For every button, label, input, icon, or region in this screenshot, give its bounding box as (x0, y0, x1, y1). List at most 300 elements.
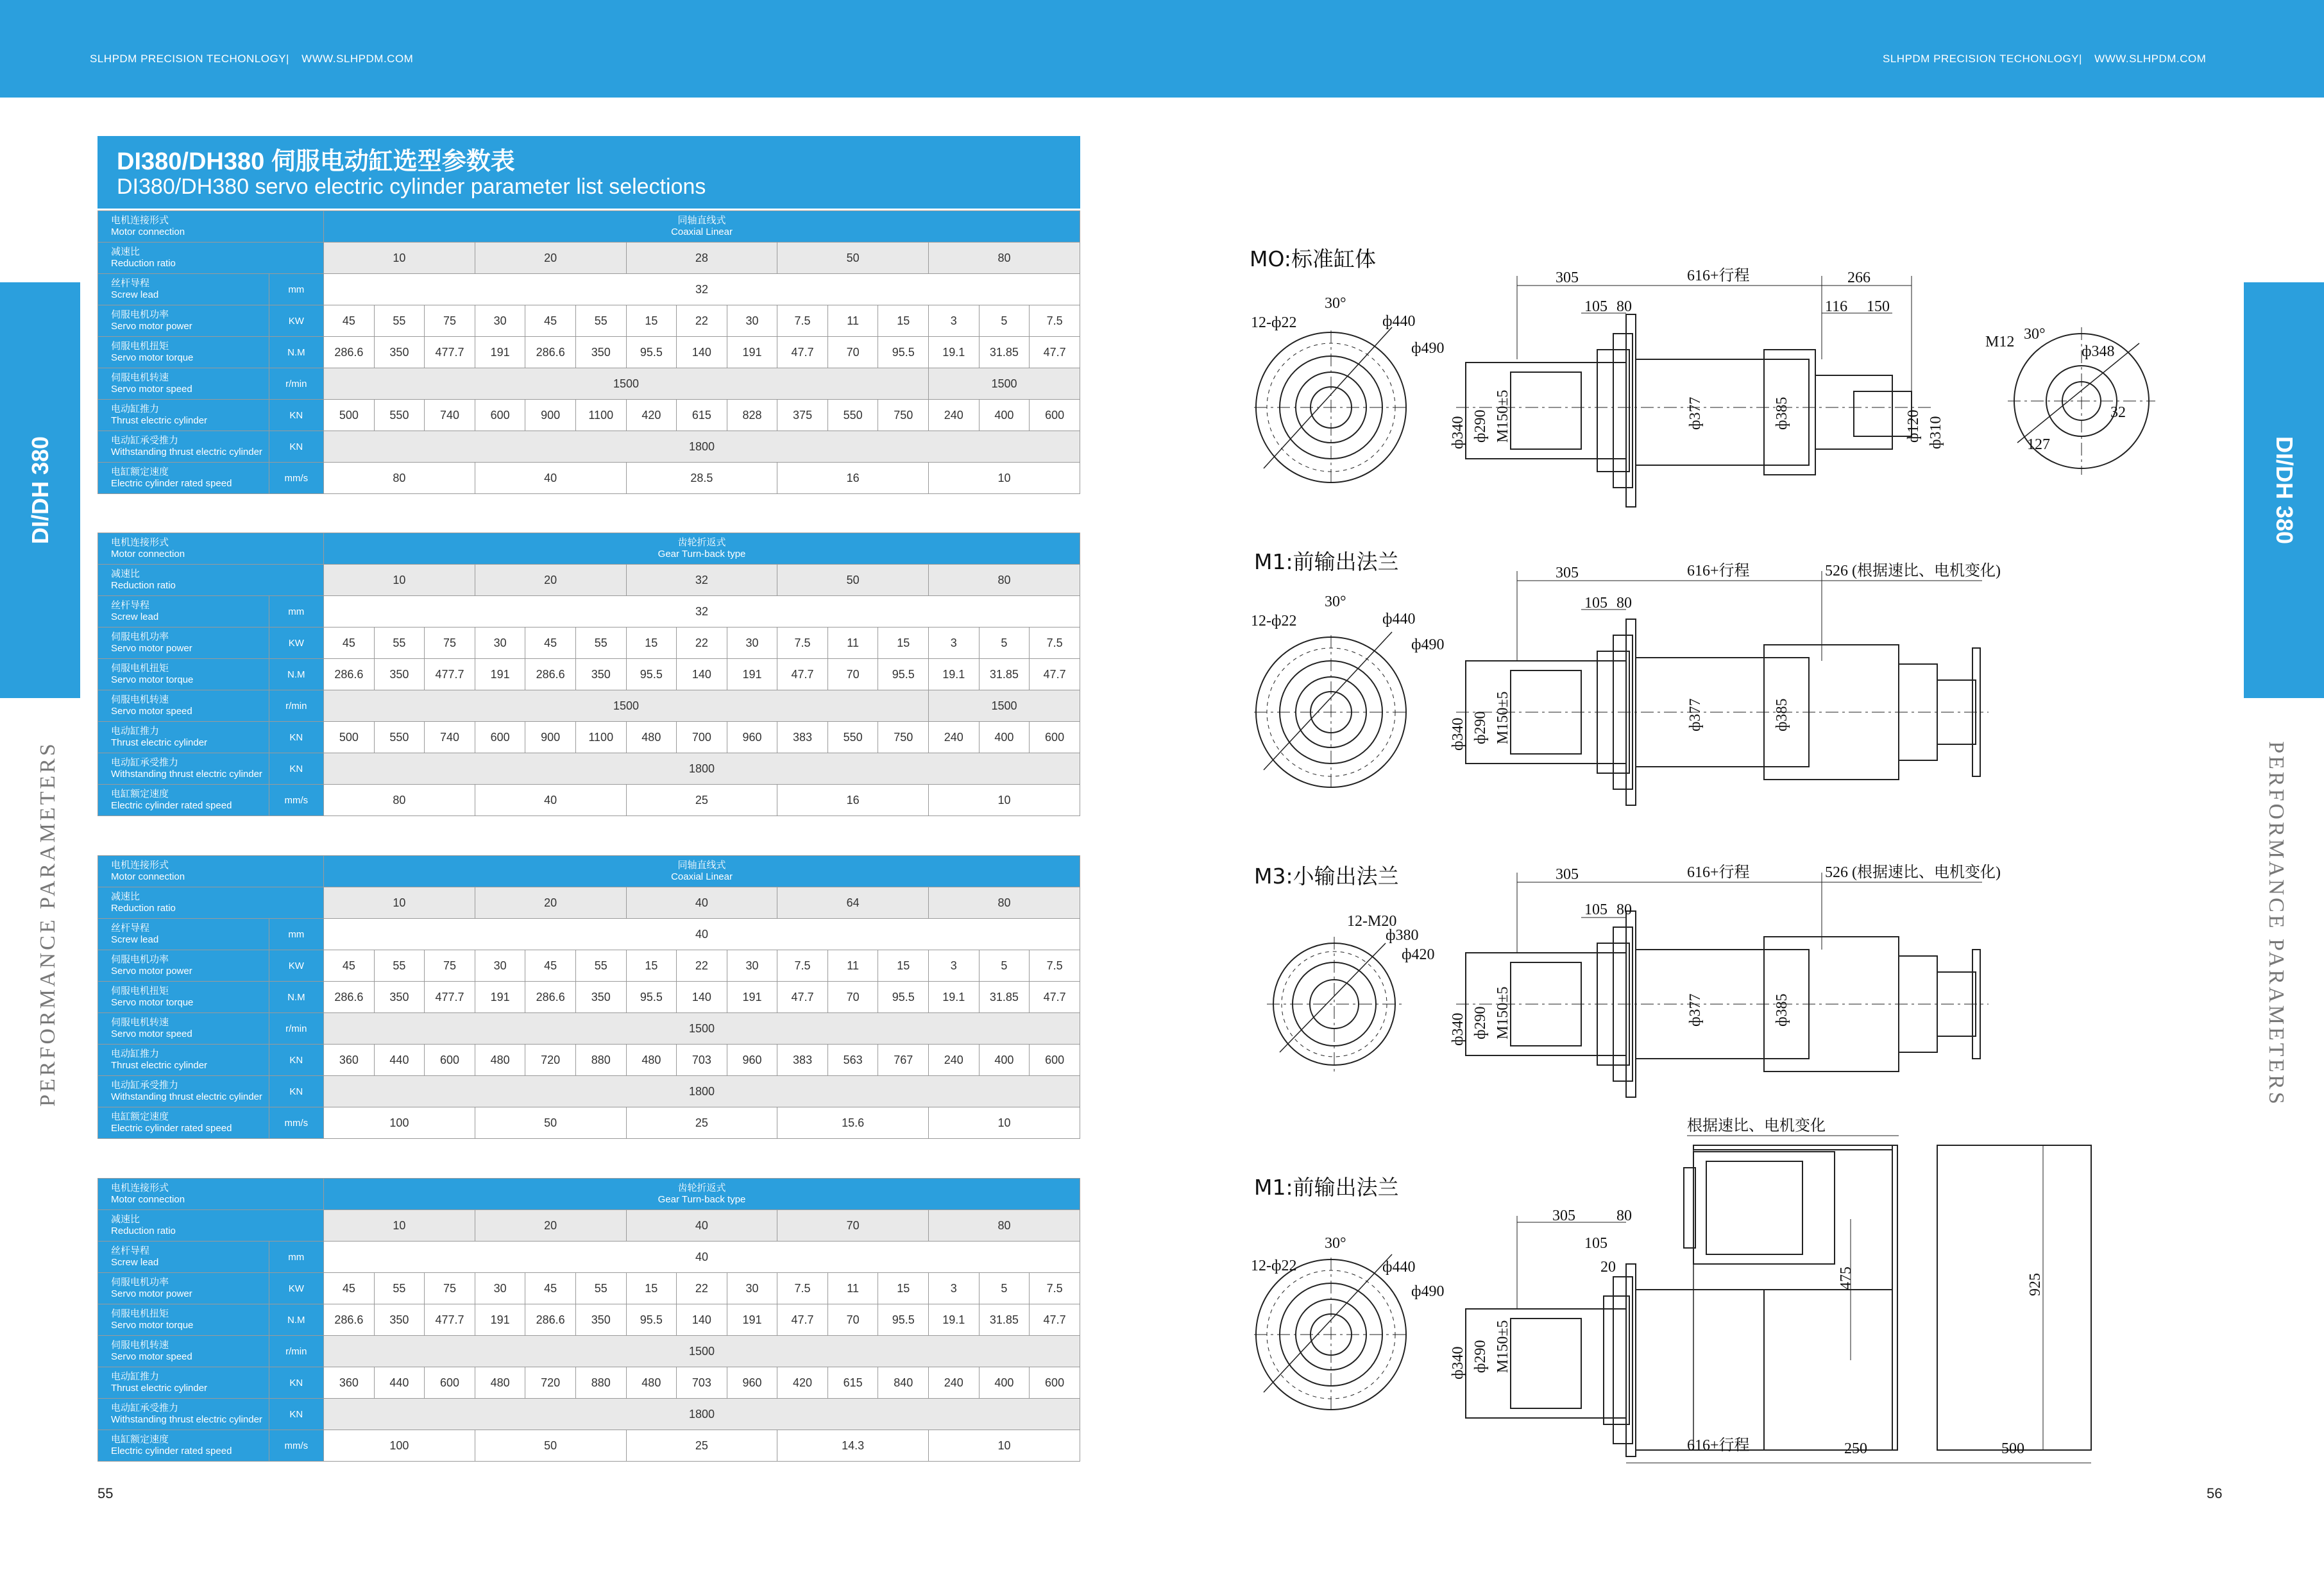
torque-value: 477.7 (425, 337, 475, 368)
reduction-value: 40 (626, 1210, 777, 1242)
unit-power: KW (269, 305, 324, 337)
dim-m1-angle: 30° (1325, 593, 1346, 610)
torque-value: 286.6 (525, 659, 576, 690)
dim-mo-150: 150 (1867, 298, 1890, 315)
reduction-value: 50 (777, 565, 929, 596)
thrust-value: 550 (827, 400, 878, 431)
thrust-value: 383 (777, 722, 828, 753)
unit-screw: mm (269, 919, 324, 950)
motor-box (1937, 1145, 2091, 1450)
rated-speed-value: 16 (777, 785, 929, 816)
torque-value: 191 (727, 1304, 777, 1336)
withstand-value: 1800 (324, 1076, 1080, 1107)
reduction-value: 20 (475, 1210, 626, 1242)
drawing-label-mo: MO:标准缸体 (1250, 246, 1376, 271)
power-value: 15 (878, 1273, 929, 1304)
row-label-en: Servo motor power (111, 643, 192, 654)
row-label-cn: 伺服电机转速 (111, 372, 169, 383)
speed-value: 1500 (324, 690, 929, 722)
row-label-en: Reduction ratio (111, 1225, 176, 1236)
dim-m1g-m150: M150±5 (1495, 1320, 1511, 1373)
torque-value: 140 (677, 659, 727, 690)
power-value: 5 (979, 305, 1030, 337)
power-value: 22 (677, 305, 727, 337)
row-label-en: Servo motor speed (111, 1029, 192, 1039)
power-value: 75 (425, 628, 475, 659)
thrust-value: 960 (727, 1367, 777, 1399)
dim-m3-290: ф290 (1472, 1006, 1489, 1039)
torque-value: 19.1 (929, 337, 980, 368)
row-label-cn: 伺服电机转速 (111, 694, 169, 705)
dim-mo-stroke: 616+行程 (1687, 268, 1750, 284)
thrust-value: 400 (979, 400, 1030, 431)
row-label-en: Servo motor speed (111, 384, 192, 395)
torque-value: 140 (677, 1304, 727, 1336)
power-value: 7.5 (777, 1273, 828, 1304)
torque-value: 19.1 (929, 982, 980, 1013)
unit-rated_speed: mm/s (269, 463, 324, 494)
drawing-label-m1: M1:前输出法兰 (1254, 549, 1399, 574)
rated-speed-value: 100 (324, 1107, 475, 1139)
header-url-left[interactable]: WWW.SLHPDM.COM (301, 53, 414, 65)
thrust-value: 600 (1030, 1367, 1080, 1399)
unit-screw: mm (269, 1242, 324, 1273)
torque-value: 70 (827, 659, 878, 690)
power-value: 22 (677, 950, 727, 982)
torque-value: 70 (827, 337, 878, 368)
unit-thrust: KN (269, 1045, 324, 1076)
torque-value: 477.7 (425, 982, 475, 1013)
dim-m3-holes: 12-M20 (1347, 913, 1397, 930)
thrust-value: 600 (1030, 722, 1080, 753)
dim-m1g-290: ф290 (1472, 1340, 1489, 1373)
power-value: 30 (475, 950, 525, 982)
row-label-en: Servo motor speed (111, 706, 192, 717)
thrust-value: 750 (878, 722, 929, 753)
connection-type-en: Coaxial Linear (671, 226, 733, 237)
power-value: 45 (525, 628, 576, 659)
row-label-cn: 电缸额定速度 (111, 789, 169, 799)
unit-withstand: KN (269, 431, 324, 463)
power-value: 45 (525, 305, 576, 337)
dim-m3-stroke: 616+行程 (1687, 864, 1750, 881)
row-label-cn: 电动缸推力 (111, 1371, 160, 1382)
row-label-en: Withstanding thrust electric cylinder (111, 769, 262, 780)
thrust-value: 383 (777, 1045, 828, 1076)
reduction-value: 10 (324, 565, 475, 596)
dim-m1-stroke: 616+行程 (1687, 563, 1750, 579)
thrust-value: 840 (878, 1367, 929, 1399)
power-value: 30 (475, 628, 525, 659)
dim-mo-holes: 12-ф22 (1251, 314, 1297, 331)
row-label-cn: 减速比 (111, 891, 140, 902)
power-value: 3 (929, 305, 980, 337)
reduction-value: 20 (475, 243, 626, 274)
thrust-value: 900 (525, 400, 576, 431)
power-value: 45 (324, 628, 375, 659)
power-value: 55 (374, 305, 425, 337)
unit-rated_speed: mm/s (269, 785, 324, 816)
dim-m1g-holes: 12-ф22 (1251, 1258, 1297, 1274)
row-label-cn: 电机连接形式 (111, 537, 169, 548)
thrust-value: 740 (425, 400, 475, 431)
torque-value: 31.85 (979, 982, 1030, 1013)
thrust-value: 767 (878, 1045, 929, 1076)
power-value: 15 (626, 950, 677, 982)
dim-m1-440: ф440 (1382, 611, 1416, 628)
row-label-cn: 伺服电机扭矩 (111, 1308, 169, 1319)
unit-power: KW (269, 628, 324, 659)
unit-screw: mm (269, 596, 324, 628)
rated-speed-value: 15.6 (777, 1107, 929, 1139)
torque-value: 47.7 (1030, 659, 1080, 690)
row-label-en: Motor connection (111, 549, 185, 559)
dim-m1g-20: 20 (1600, 1259, 1616, 1276)
torque-value: 31.85 (979, 337, 1030, 368)
reduction-value: 10 (324, 1210, 475, 1242)
dim-mo-305: 305 (1556, 269, 1579, 286)
torque-value: 191 (475, 982, 525, 1013)
thrust-value: 420 (777, 1367, 828, 1399)
reduction-value: 80 (929, 565, 1080, 596)
power-value: 55 (575, 628, 626, 659)
screw-lead-value: 32 (324, 596, 1080, 628)
unit-torque: N.M (269, 337, 324, 368)
power-value: 7.5 (1030, 950, 1080, 982)
reduction-value: 80 (929, 1210, 1080, 1242)
row-label-cn: 电机连接形式 (111, 1182, 169, 1193)
reduction-value: 20 (475, 565, 626, 596)
torque-value: 47.7 (777, 659, 828, 690)
torque-value: 286.6 (525, 337, 576, 368)
thrust-value: 720 (525, 1367, 576, 1399)
power-value: 55 (575, 950, 626, 982)
unit-screw: mm (269, 274, 324, 305)
thrust-value: 828 (727, 400, 777, 431)
connection-type-cn: 同轴直线式 (677, 860, 726, 871)
rated-speed-value: 50 (475, 1430, 626, 1462)
power-value: 11 (827, 950, 878, 982)
reduction-value: 80 (929, 887, 1080, 919)
dim-m1-80: 80 (1616, 595, 1632, 611)
torque-value: 477.7 (425, 659, 475, 690)
page-title-cn: DI380/DH380 伺服电动缸选型参数表 (117, 148, 515, 175)
row-label-cn: 电动缸承受推力 (111, 1080, 179, 1091)
header-company-right: SLHPDM PRECISION TECHONLOGY| (1883, 53, 2082, 65)
reduction-value: 40 (626, 887, 777, 919)
unit-speed: r/min (269, 1013, 324, 1045)
rated-speed-value: 25 (626, 1107, 777, 1139)
row-label-en: Servo motor power (111, 966, 192, 977)
torque-value: 19.1 (929, 659, 980, 690)
power-value: 45 (525, 1273, 576, 1304)
row-label-en: Electric cylinder rated speed (111, 1123, 232, 1134)
thrust-value: 550 (374, 722, 425, 753)
row-label-en: Servo motor power (111, 321, 192, 332)
dim-mo-32: 32 (2110, 404, 2126, 421)
torque-value: 140 (677, 982, 727, 1013)
row-label-en: Screw lead (111, 1257, 159, 1268)
dim-mo-127: 127 (2027, 436, 2050, 453)
connection-type-cn: 齿轮折返式 (677, 1182, 726, 1193)
row-label-cn: 伺服电机转速 (111, 1017, 169, 1028)
dim-m1g-490: ф490 (1411, 1283, 1445, 1300)
thrust-value: 240 (929, 1045, 980, 1076)
dim-mo-120: ф120 (1905, 409, 1922, 443)
vertical-label-left: PERFORMANCE PARAMETERS (36, 741, 60, 1107)
side-tab-left-text: DI/DH 380 (26, 436, 53, 545)
dim-mo-440: ф440 (1382, 313, 1416, 330)
dim-m3-377: ф377 (1687, 993, 1704, 1027)
power-value: 3 (929, 950, 980, 982)
unit-speed: r/min (269, 368, 324, 400)
thrust-value: 880 (575, 1367, 626, 1399)
dim-m3-305: 305 (1556, 866, 1579, 883)
torque-value: 286.6 (324, 337, 375, 368)
dim-m1-holes: 12-ф22 (1251, 613, 1297, 629)
rated-speed-value: 40 (475, 785, 626, 816)
thrust-value: 480 (626, 1045, 677, 1076)
dim-m3-340: ф340 (1450, 1012, 1466, 1046)
unit-thrust: KN (269, 722, 324, 753)
thrust-value: 600 (475, 722, 525, 753)
unit-power: KW (269, 1273, 324, 1304)
dim-m1g-250: 250 (1844, 1440, 1867, 1457)
torque-value: 350 (575, 982, 626, 1013)
rated-speed-value: 25 (626, 1430, 777, 1462)
dim-m3-105: 105 (1584, 901, 1607, 918)
rated-speed-value: 10 (929, 1107, 1080, 1139)
power-value: 30 (727, 950, 777, 982)
row-label-cn: 伺服电机转速 (111, 1340, 169, 1351)
row-label-cn: 伺服电机功率 (111, 954, 169, 965)
power-value: 7.5 (777, 628, 828, 659)
torque-value: 95.5 (626, 982, 677, 1013)
row-label-en: Reduction ratio (111, 580, 176, 591)
row-label-en: Thrust electric cylinder (111, 1060, 208, 1071)
power-value: 75 (425, 305, 475, 337)
power-value: 55 (374, 628, 425, 659)
dim-mo-angle: 30° (1325, 295, 1346, 312)
torque-value: 47.7 (1030, 337, 1080, 368)
row-label-cn: 电机连接形式 (111, 860, 169, 871)
rated-speed-value: 50 (475, 1107, 626, 1139)
dim-mo-m12: M12 (1985, 334, 2015, 350)
torque-value: 286.6 (525, 1304, 576, 1336)
unit-rated_speed: mm/s (269, 1107, 324, 1139)
thrust-value: 550 (827, 722, 878, 753)
unit-torque: N.M (269, 982, 324, 1013)
torque-value: 286.6 (525, 982, 576, 1013)
thrust-value: 703 (677, 1045, 727, 1076)
power-value: 30 (727, 628, 777, 659)
row-label-cn: 电动缸承受推力 (111, 1403, 179, 1413)
power-value: 7.5 (1030, 1273, 1080, 1304)
thrust-value: 600 (425, 1367, 475, 1399)
dim-m1-526: 526 (根据速比、电机变化) (1825, 563, 2001, 579)
dim-mo-80: 80 (1616, 298, 1632, 315)
row-label-en: Screw lead (111, 611, 159, 622)
row-label-cn: 丝杆导程 (111, 923, 150, 934)
motor-rect (1466, 363, 1626, 459)
unit-thrust: KN (269, 1367, 324, 1399)
row-label-en: Screw lead (111, 934, 159, 945)
row-label-en: Reduction ratio (111, 903, 176, 914)
unit-torque: N.M (269, 1304, 324, 1336)
row-label-cn: 伺服电机扭矩 (111, 341, 169, 352)
reduction-value: 80 (929, 243, 1080, 274)
thrust-value: 240 (929, 400, 980, 431)
power-value: 30 (475, 1273, 525, 1304)
row-label-en: Servo motor torque (111, 674, 194, 685)
row-label-en: Servo motor speed (111, 1351, 192, 1362)
unit-thrust: KN (269, 400, 324, 431)
power-value: 15 (626, 305, 677, 337)
torque-value: 70 (827, 982, 878, 1013)
power-value: 3 (929, 628, 980, 659)
connection-type-en: Gear Turn-back type (657, 1194, 746, 1205)
unit-rated_speed: mm/s (269, 1430, 324, 1462)
torque-value: 191 (727, 659, 777, 690)
dim-mo-m150: M150±5 (1495, 389, 1511, 443)
torque-value: 95.5 (626, 659, 677, 690)
torque-value: 286.6 (324, 982, 375, 1013)
thrust-value: 600 (1030, 400, 1080, 431)
dim-mo-348: ф348 (2082, 343, 2115, 360)
row-label-en: Reduction ratio (111, 258, 176, 269)
power-value: 55 (575, 1273, 626, 1304)
torque-value: 350 (575, 337, 626, 368)
reduction-value: 64 (777, 887, 929, 919)
torque-value: 95.5 (878, 659, 929, 690)
row-label-cn: 伺服电机功率 (111, 309, 169, 320)
row-label-cn: 伺服电机功率 (111, 1277, 169, 1288)
dim-m3-380: ф380 (1386, 927, 1419, 944)
row-label-en: Servo motor torque (111, 352, 194, 363)
dim-m1g-925: 925 (2027, 1273, 2044, 1296)
row-label-cn: 减速比 (111, 1214, 140, 1225)
header-url-right[interactable]: WWW.SLHPDM.COM (2094, 53, 2207, 65)
torque-value: 47.7 (777, 1304, 828, 1336)
thrust-value: 360 (324, 1367, 375, 1399)
dim-m1-340: ф340 (1450, 717, 1466, 751)
dim-m1g-440: ф440 (1382, 1259, 1416, 1276)
screw-lead-value: 32 (324, 274, 1080, 305)
torque-value: 350 (374, 337, 425, 368)
speed-value: 1500 (929, 690, 1080, 722)
torque-value: 477.7 (425, 1304, 475, 1336)
row-label-en: Electric cylinder rated speed (111, 800, 232, 811)
rated-speed-value: 80 (324, 785, 475, 816)
thrust-value: 500 (324, 722, 375, 753)
drawing-label-m3: M3:小输出法兰 (1254, 864, 1399, 889)
dim-mo-377: ф377 (1687, 397, 1704, 430)
thrust-value: 500 (324, 400, 375, 431)
thrust-value: 240 (929, 722, 980, 753)
power-value: 15 (878, 628, 929, 659)
thrust-value: 1100 (575, 722, 626, 753)
dim-m3-80: 80 (1616, 901, 1632, 918)
power-value: 22 (677, 628, 727, 659)
row-label-en: Servo motor torque (111, 1320, 194, 1331)
dim-m1g-angle: 30° (1325, 1235, 1346, 1252)
row-label-cn: 丝杆导程 (111, 278, 150, 289)
power-value: 75 (425, 1273, 475, 1304)
dim-m1g-305: 305 (1552, 1208, 1575, 1224)
dim-mo-angle2: 30° (2024, 326, 2046, 343)
row-label-en: Motor connection (111, 871, 185, 882)
torque-value: 47.7 (777, 337, 828, 368)
unit-speed: r/min (269, 690, 324, 722)
row-label-cn: 丝杆导程 (111, 1245, 150, 1256)
unit-withstand: KN (269, 753, 324, 785)
dim-mo-266: 266 (1847, 269, 1870, 286)
row-label-en: Electric cylinder rated speed (111, 478, 232, 489)
rated-speed-value: 14.3 (777, 1430, 929, 1462)
rated-speed-value: 80 (324, 463, 475, 494)
dim-mo-385: ф385 (1774, 397, 1790, 430)
power-value: 30 (727, 305, 777, 337)
dim-m1-305: 305 (1556, 565, 1579, 581)
unit-speed: r/min (269, 1336, 324, 1367)
thrust-value: 880 (575, 1045, 626, 1076)
torque-value: 191 (475, 337, 525, 368)
power-value: 7.5 (1030, 305, 1080, 337)
thrust-value: 615 (827, 1367, 878, 1399)
dim-mo-310: ф310 (1928, 416, 1944, 449)
speed-value: 1500 (929, 368, 1080, 400)
rated-speed-value: 10 (929, 463, 1080, 494)
drawing-mo (1254, 276, 2155, 507)
power-value: 45 (324, 1273, 375, 1304)
power-value: 22 (677, 1273, 727, 1304)
power-value: 3 (929, 1273, 980, 1304)
thrust-value: 720 (525, 1045, 576, 1076)
row-label-en: Thrust electric cylinder (111, 1383, 208, 1394)
page-title-en: DI380/DH380 servo electric cylinder parameter list selections (117, 175, 706, 199)
power-value: 55 (374, 950, 425, 982)
rated-speed-value: 100 (324, 1430, 475, 1462)
reduction-value: 70 (777, 1210, 929, 1242)
row-label-cn: 伺服电机扭矩 (111, 663, 169, 674)
power-value: 55 (575, 305, 626, 337)
row-label-en: Withstanding thrust electric cylinder (111, 447, 262, 457)
row-label-cn: 电动缸推力 (111, 404, 160, 414)
thrust-value: 440 (374, 1367, 425, 1399)
thrust-value: 240 (929, 1367, 980, 1399)
drawing-m1-gear (1254, 1136, 2091, 1463)
row-label-cn: 减速比 (111, 568, 140, 579)
thrust-value: 400 (979, 722, 1030, 753)
power-value: 7.5 (777, 305, 828, 337)
torque-value: 286.6 (324, 659, 375, 690)
power-value: 7.5 (777, 950, 828, 982)
row-label-en: Withstanding thrust electric cylinder (111, 1414, 262, 1425)
row-label-cn: 伺服电机扭矩 (111, 986, 169, 996)
torque-value: 140 (677, 337, 727, 368)
page-number-right: 56 (2207, 1485, 2223, 1501)
thrust-value: 420 (626, 400, 677, 431)
power-value: 11 (827, 305, 878, 337)
power-value: 30 (727, 1273, 777, 1304)
torque-value: 350 (374, 1304, 425, 1336)
dim-m3-420: ф420 (1402, 946, 1435, 963)
row-label-en: Motor connection (111, 1194, 185, 1205)
reduction-value: 20 (475, 887, 626, 919)
power-value: 45 (525, 950, 576, 982)
rated-speed-value: 25 (626, 785, 777, 816)
thrust-value: 600 (1030, 1045, 1080, 1076)
